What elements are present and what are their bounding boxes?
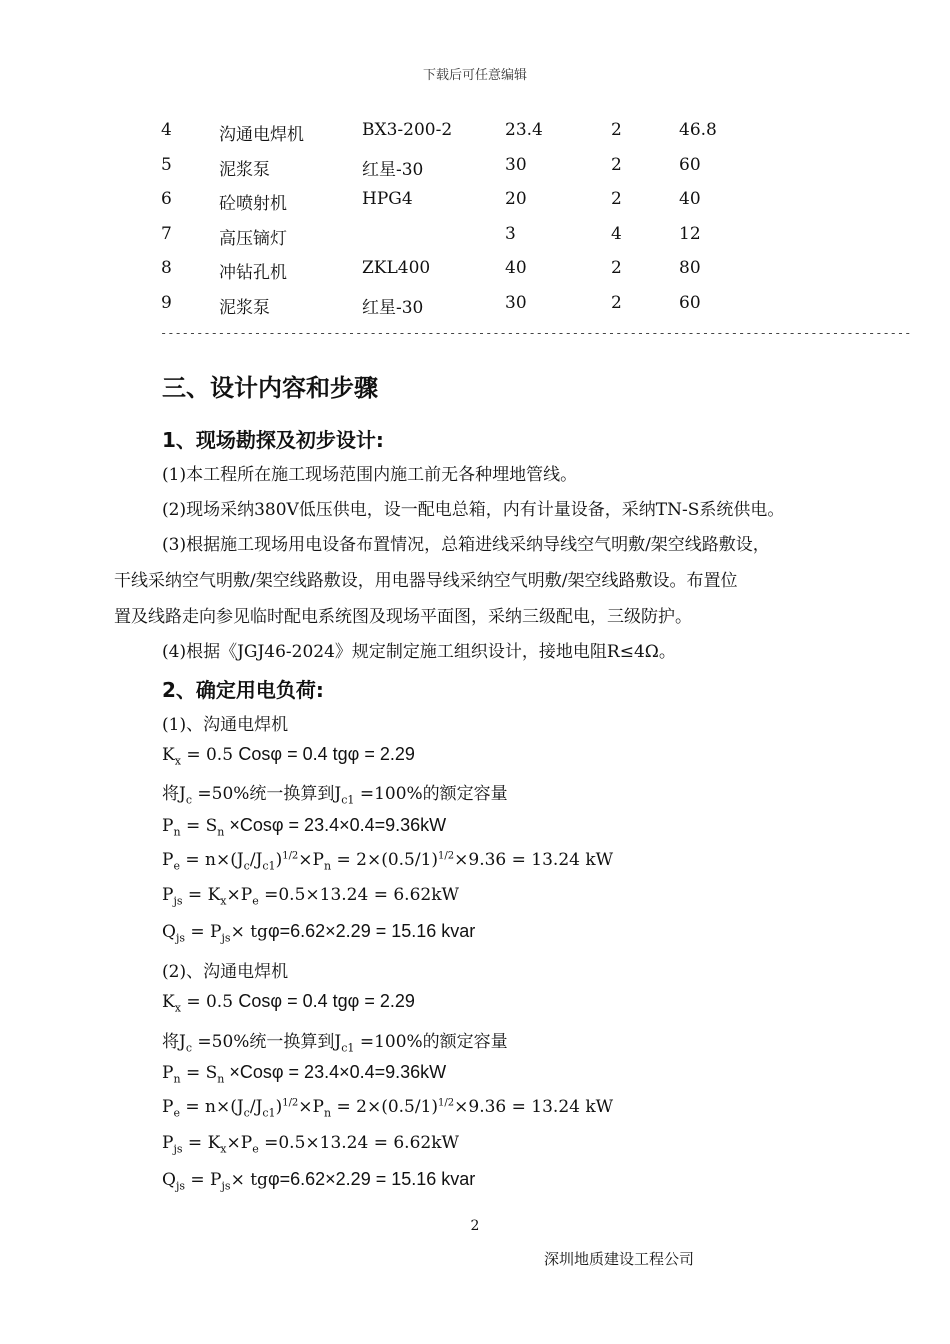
- pe-line: $P_e = n\times(J_c/J_{c1})^{1/2}\times P_n = 2\times(0.5/1)^{1/2}\times 9.36 = 13.24$ kW: [162, 1097, 614, 1120]
- cell-equipment-name: 沟通电焊机: [219, 125, 304, 145]
- cell-row-number: 8: [161, 258, 172, 278]
- kx-line: $K_x = 0.5$ Cosφ = 0.4 tgφ = 2.29: [162, 744, 415, 768]
- subsection-title-load: 2、确定用电负荷:: [162, 678, 324, 702]
- cell-model: 红星-30: [362, 159, 424, 180]
- company-name: 深圳地质建设工程公司: [544, 1250, 695, 1268]
- cell-equipment-name: 泥浆泵: [219, 159, 270, 180]
- cell-row-number: 5: [161, 154, 172, 175]
- paragraph-2: (2)现场采纳380V低压供电，设一配电总箱，内有计量设备，采纳TN-S系统供电。: [162, 500, 785, 520]
- cell-quantity: 2: [611, 154, 622, 175]
- cell-quantity: 2: [611, 258, 622, 278]
- cell-equipment-name: 砼喷射机: [219, 194, 287, 214]
- cell-row-number: 9: [161, 292, 172, 313]
- qjs-line: $Q_{js} = P_{js}\times tg\varphi=6.62\times 2.29 = 15.16$ kvar: [162, 1169, 476, 1193]
- pe-line: $P_e = n\times(J_c/J_{c1})^{1/2}\times P_n = 2\times(0.5/1)^{1/2}\times 9.36 = 13.24$ kW: [162, 850, 614, 873]
- cell-row-number: 6: [161, 189, 172, 209]
- paragraph-3-line-2: 干线采纳空气明敷/架空线路敷设，用电器导线采纳空气明敷/架空线路敷设。布置位: [114, 571, 738, 591]
- page-header: 下载后可任意编辑: [422, 68, 527, 83]
- paragraph-3-line-3: 置及线路走向参见临时配电系统图及现场平面图，采纳三级配电，三级防护。: [114, 607, 692, 627]
- cell-power: 23.4: [505, 120, 543, 140]
- cell-total-power: 40: [679, 189, 701, 209]
- paragraph-1: (1)本工程所在施工现场范围内施工前无各种埋地管线。: [162, 465, 578, 485]
- paragraph-4: (4)根据《JGJ46-2024》规定制定施工组织设计，接地电阻R≤4Ω。: [162, 642, 676, 662]
- kx-line: $K_x = 0.5$ Cosφ = 0.4 tgφ = 2.29: [162, 991, 415, 1015]
- qjs-line: $Q_{js} = P_{js}\times tg\varphi=6.62\times 2.29 = 15.16$ kvar: [162, 921, 476, 945]
- pn-line: $P_n = S_n \times Cos\varphi = 23.4\times 0.4=9.36kW$: [162, 815, 447, 839]
- cell-power: 30: [505, 292, 527, 313]
- cell-quantity: 2: [611, 120, 622, 140]
- cell-equipment-name: 泥浆泵: [219, 297, 270, 318]
- cell-total-power: 60: [679, 154, 701, 175]
- cell-power: 40: [505, 258, 527, 278]
- page-number: 2: [470, 1218, 480, 1234]
- pn-line: $P_n = S_n \times Cos\varphi = 23.4\times 0.4=9.36kW$: [162, 1062, 447, 1086]
- cell-total-power: 60: [679, 292, 701, 313]
- section-title: 三、设计内容和步骤: [162, 374, 378, 402]
- pjs-line: $P_{js} = K_x\times P_e =0.5\times 13.24 = 6.62kW$: [162, 1133, 459, 1156]
- cell-quantity: 2: [611, 189, 622, 209]
- cell-quantity: 2: [611, 292, 622, 313]
- paragraph-3-line-1: (3)根据施工现场用电设备布置情况，总箱进线采纳导线空气明敷/架空线路敷设，: [162, 535, 770, 555]
- cell-total-power: 46.8: [679, 120, 717, 140]
- divider-line: --------------------------------------------------------------------------------------------------------: [160, 326, 912, 340]
- subsection-title-survey: 1、现场勘探及初步设计:: [162, 428, 384, 452]
- cell-power: 30: [505, 154, 527, 175]
- calc-title: (2)、沟通电焊机: [162, 962, 289, 982]
- cell-row-number: 4: [161, 120, 172, 140]
- cell-model: 红星-30: [362, 297, 424, 318]
- cell-quantity: 4: [611, 223, 622, 244]
- cell-equipment-name: 高压镝灯: [219, 228, 287, 249]
- cell-model: HPG4: [362, 189, 413, 209]
- cell-total-power: 80: [679, 258, 701, 278]
- cell-row-number: 7: [161, 223, 172, 244]
- calc-title: (1)、沟通电焊机: [162, 715, 289, 735]
- cell-total-power: 12: [679, 223, 701, 244]
- conversion-line: 将$J_c =50\%$统一换算到$J_{c1} =100\%$的额定容量: [162, 1032, 508, 1055]
- pjs-line: $P_{js} = K_x\times P_e =0.5\times 13.24 = 6.62kW$: [162, 885, 459, 908]
- cell-power: 3: [505, 223, 516, 244]
- cell-model: BX3-200-2: [362, 120, 453, 140]
- cell-equipment-name: 冲钻孔机: [219, 263, 287, 283]
- cell-power: 20: [505, 189, 527, 209]
- conversion-line: 将$J_c =50\%$统一换算到$J_{c1} =100\%$的额定容量: [162, 784, 508, 807]
- cell-model: ZKL400: [362, 258, 431, 278]
